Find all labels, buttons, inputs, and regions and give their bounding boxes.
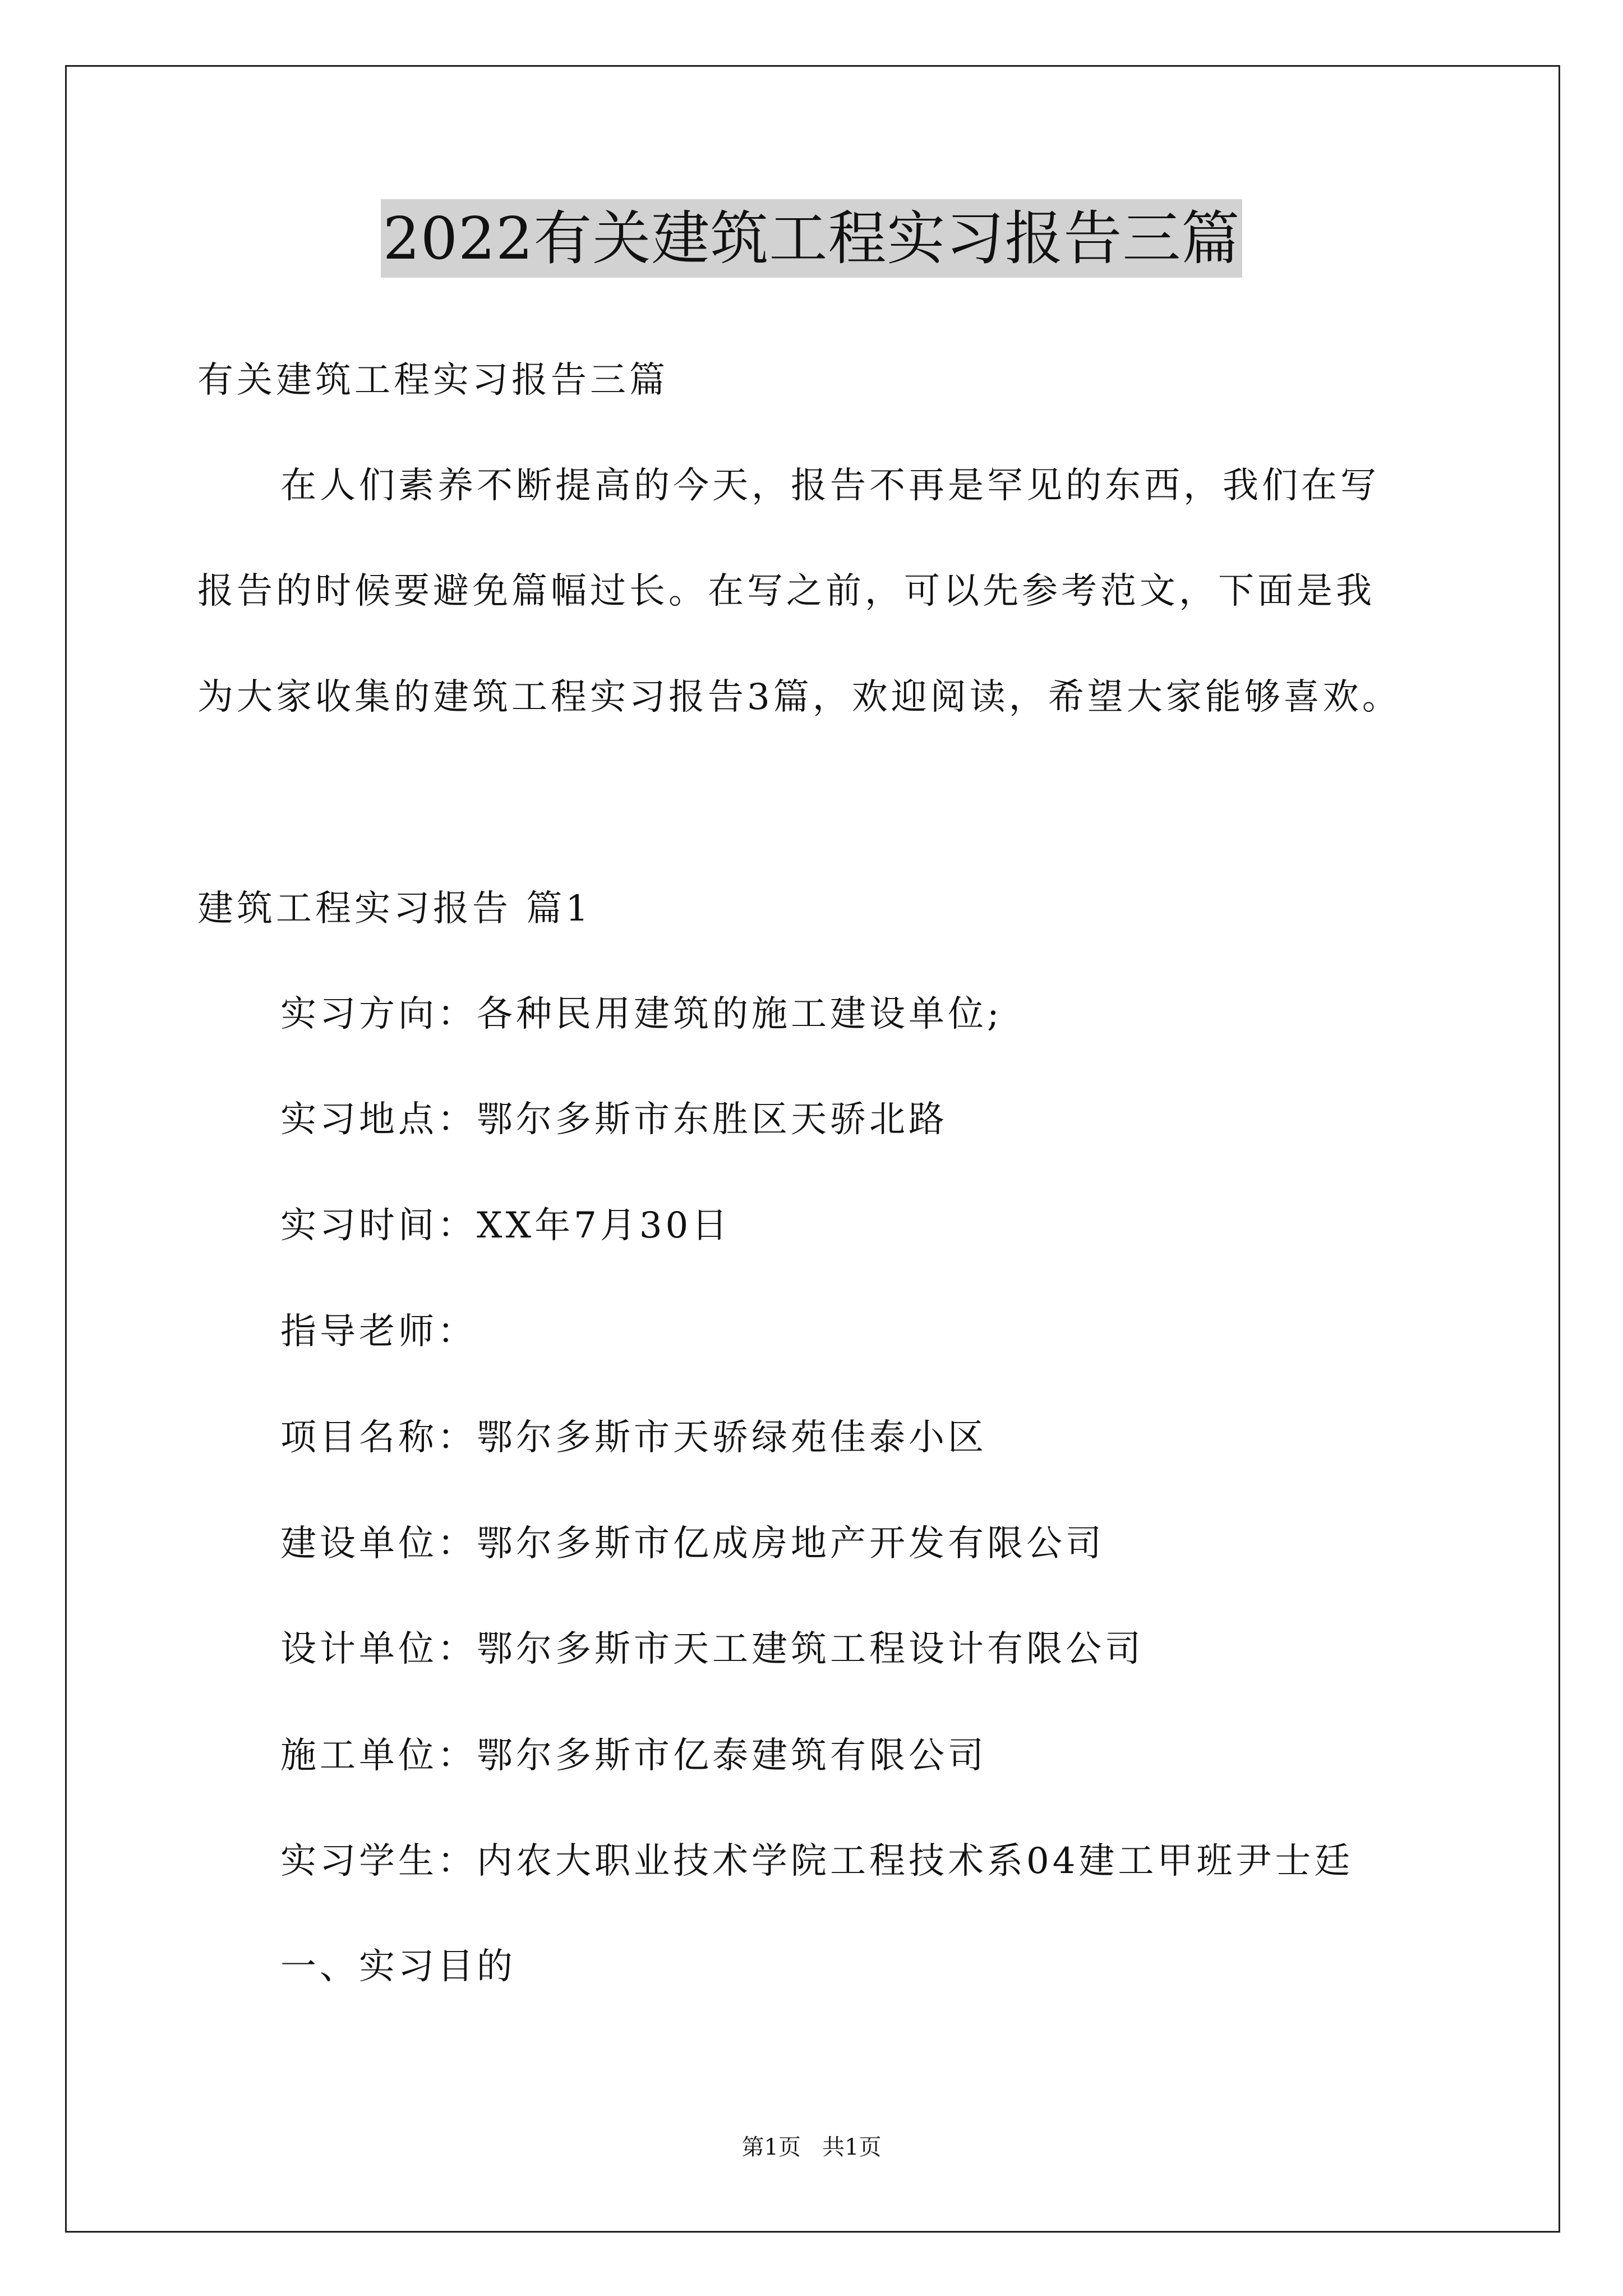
title-container	[0, 199, 1623, 278]
field-developer: 建设单位：鄂尔多斯市亿成房地产开发有限公司	[280, 1523, 1105, 1565]
intro-line-2: 报告的时候要避免篇幅过长。在写之前，可以先参考范文，下面是我	[197, 570, 1375, 612]
section-heading: 建筑工程实习报告 篇1	[197, 888, 592, 930]
field-design-unit: 设计单位：鄂尔多斯市天工建筑工程设计有限公司	[280, 1628, 1144, 1670]
field-student: 实习学生：内农大职业技术学院工程技术系04建工甲班尹士廷	[280, 1841, 1354, 1882]
page-footer: 第1页 共1页	[741, 2134, 882, 2160]
field-location: 实习地点：鄂尔多斯市东胜区天骄北路	[280, 1099, 948, 1140]
document-title: 2022有关建筑工程实习报告三篇	[381, 199, 1243, 278]
field-advisor: 指导老师：	[280, 1311, 477, 1352]
field-construction-unit: 施工单位：鄂尔多斯市亿泰建筑有限公司	[280, 1735, 987, 1777]
intro-line-1: 在人们素养不断提高的今天，报告不再是罕见的东西，我们在写	[280, 465, 1380, 507]
intro-line-3: 为大家收集的建筑工程实习报告3篇，欢迎阅读，希望大家能够喜欢。	[197, 677, 1401, 718]
field-direction: 实习方向：各种民用建筑的施工建设单位;	[280, 993, 1003, 1035]
field-project-name: 项目名称：鄂尔多斯市天骄绿苑佳泰小区	[280, 1417, 987, 1458]
document-subtitle: 有关建筑工程实习报告三篇	[197, 360, 668, 401]
section-objective-heading: 一、实习目的	[280, 1946, 516, 1987]
field-time: 实习时间：XX年7月30日	[280, 1205, 731, 1246]
